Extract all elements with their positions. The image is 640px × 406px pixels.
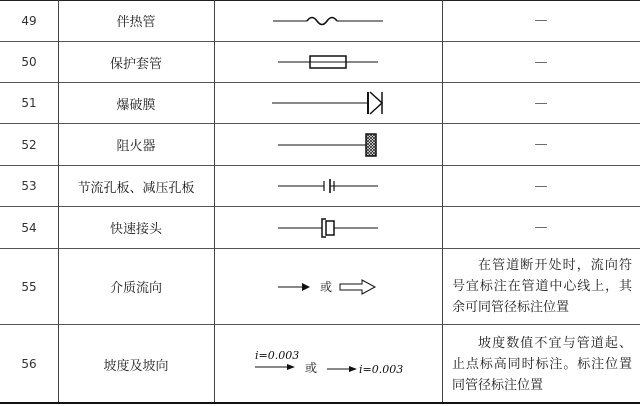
quick-coupling-symbol <box>214 207 442 248</box>
table-row <box>0 83 640 124</box>
remark-text: 坡度数值不宜与管道起、止点标高同时标注。标注位置同管径标注位置 <box>452 335 632 393</box>
row-name: 快速接头 <box>109 222 162 237</box>
table-row <box>0 325 640 403</box>
row-remark <box>442 249 640 324</box>
table-row <box>0 42 640 83</box>
rupture-disc-symbol <box>214 83 442 123</box>
column-divider <box>58 0 59 403</box>
row-number: 55 <box>21 279 37 294</box>
row-name: 保护套管 <box>109 56 162 72</box>
column-divider <box>214 0 215 403</box>
orifice-plate-symbol <box>214 166 442 206</box>
row-remark: — <box>534 13 548 28</box>
tracing-pipe-symbol <box>214 0 442 41</box>
row-number: 52 <box>21 137 37 152</box>
row-name: 坡度及坡向 <box>103 358 169 374</box>
table-bottom-rule <box>0 402 640 404</box>
slope-label-right: i=0.003 <box>359 363 404 376</box>
row-remark: — <box>534 220 548 235</box>
row-remark: — <box>534 95 548 111</box>
row-remark: — <box>534 54 548 70</box>
protective-sleeve-symbol <box>214 42 442 82</box>
row-number: 50 <box>21 55 37 69</box>
flame-arrester-symbol <box>214 124 442 165</box>
slope-label-left: i=0.003 <box>255 349 300 362</box>
table-row <box>0 0 640 42</box>
or-label: 或 <box>320 279 333 294</box>
slope-symbol <box>214 325 442 403</box>
table-row <box>0 166 640 207</box>
row-name: 爆破膜 <box>116 97 156 113</box>
row-number: 56 <box>21 357 37 371</box>
row-remark: — <box>534 178 548 194</box>
table-row <box>0 124 640 166</box>
column-divider <box>442 0 443 403</box>
row-name: 伴热管 <box>116 15 156 30</box>
row-number: 49 <box>21 13 37 28</box>
row-name: 节流孔板、减压孔板 <box>77 180 195 196</box>
row-number: 54 <box>21 220 37 235</box>
remark-text: 在管道断开处时，流向符号宜标注在管道中心线上，其余可同管径标注位置 <box>452 258 632 315</box>
row-remark <box>442 325 640 403</box>
row-name: 阻火器 <box>116 139 156 154</box>
or-label: 或 <box>305 361 318 375</box>
row-name: 介质流向 <box>109 281 162 296</box>
row-number: 53 <box>21 179 37 193</box>
row-remark: — <box>534 137 548 152</box>
table-row <box>0 207 640 249</box>
flow-direction-symbol <box>214 249 442 324</box>
table-row <box>0 249 640 325</box>
row-number: 51 <box>21 96 37 110</box>
